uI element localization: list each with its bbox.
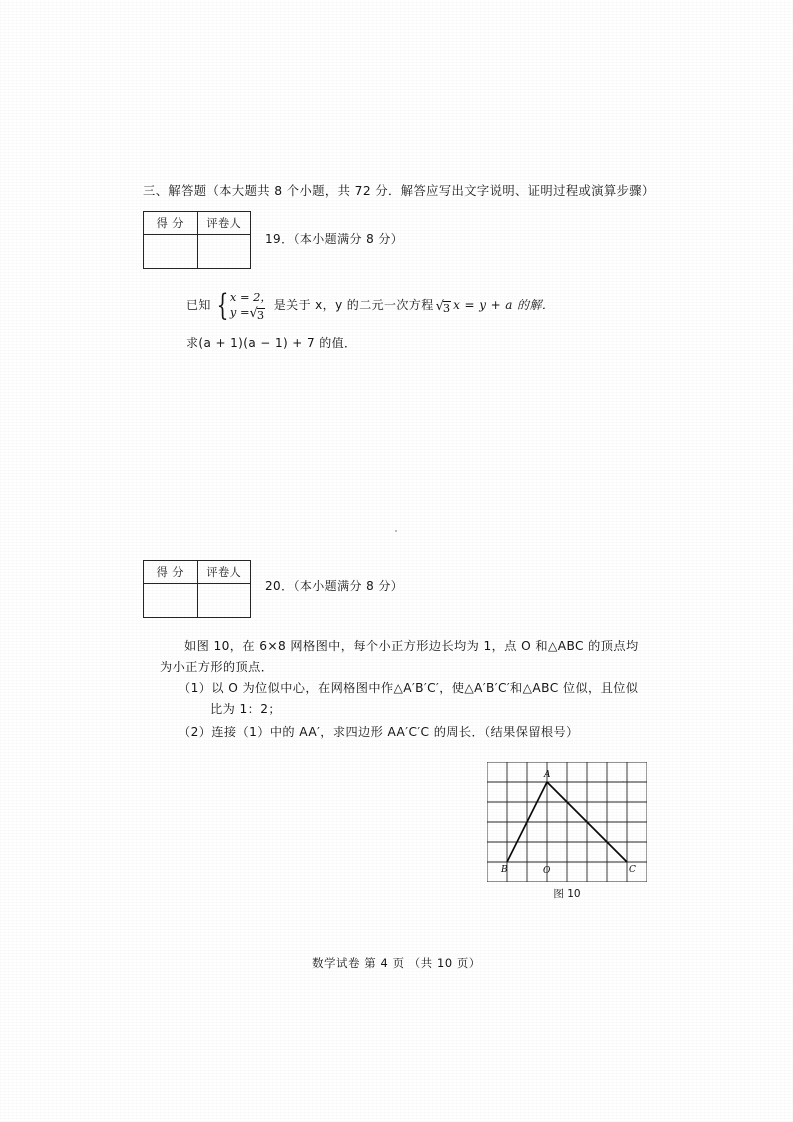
given-prefix: 已知 bbox=[186, 298, 211, 312]
score-value-grader[interactable] bbox=[197, 584, 251, 618]
item-1-continuation: 比为 1：2； bbox=[210, 702, 281, 716]
grid-diagram-svg bbox=[487, 762, 647, 882]
scan-speck bbox=[622, 781, 624, 782]
score-header-points: 得 分 bbox=[144, 561, 198, 584]
score-value-points[interactable] bbox=[144, 584, 198, 618]
item-1-main: （1）以 O 为位似中心，在网格图中作△A′B′C′，使△A′B′C′和△ABC 位似，且位似 bbox=[178, 681, 639, 695]
score-table-q20 bbox=[143, 560, 251, 618]
vertex-label-O: O bbox=[543, 866, 551, 876]
figure-caption: 图 10 bbox=[553, 888, 581, 900]
score-header-grader: 评卷人 bbox=[197, 561, 251, 584]
equation-rest: x = y + a 的解． bbox=[453, 298, 555, 312]
equation-system bbox=[213, 287, 272, 323]
figure-10-grid bbox=[487, 762, 647, 882]
table-row bbox=[144, 212, 251, 235]
table-row bbox=[144, 235, 251, 269]
grid-lines bbox=[487, 762, 647, 882]
left-brace-icon: { bbox=[216, 287, 229, 323]
table-row bbox=[144, 584, 251, 618]
vertex-label-B: B bbox=[501, 865, 508, 875]
score-value-points[interactable] bbox=[144, 235, 198, 269]
question-20-intro: 如图 10，在 6×8 网格图中，每个小正方形边长均为 1，点 O 和△ABC 的顶点均为小正方形的顶点． bbox=[160, 639, 639, 674]
radical-icon: √ bbox=[249, 306, 258, 321]
score-header-points: 得 分 bbox=[144, 212, 198, 235]
radical-icon: √ bbox=[435, 299, 444, 314]
system-row-2: y = √ 3 bbox=[229, 305, 265, 322]
given-middle: 是关于 x，y 的二元一次方程 bbox=[273, 298, 434, 312]
score-table-q19 bbox=[143, 211, 251, 269]
question-20-item-1 bbox=[178, 678, 648, 720]
scan-speck bbox=[395, 530, 397, 532]
vertex-label-A: A bbox=[544, 770, 551, 780]
question-20-label: 20．（本小题满分 8 分） bbox=[265, 579, 404, 593]
system-row-1: x = 2， bbox=[229, 290, 272, 304]
question-19-label: 19．（本小题满分 8 分） bbox=[265, 232, 404, 246]
table-row bbox=[144, 561, 251, 584]
question-20-item-2: （2）连接（1）中的 AA′，求四边形 AA′C′C 的周长．（结果保留根号） bbox=[178, 725, 579, 739]
page-footer: 数学试卷 第 4 页 （共 10 页） bbox=[312, 956, 481, 970]
score-header-grader: 评卷人 bbox=[197, 212, 251, 235]
score-value-grader[interactable] bbox=[197, 235, 251, 269]
vertex-label-C: C bbox=[629, 865, 636, 875]
question-19-given: 已知 { x = 2， y = √ 3 是关于 x，y 的二元一次方程 √ 3 x = y + a 的解． bbox=[186, 287, 555, 323]
question-19-ask: 求(a + 1)(a − 1) + 7 的值． bbox=[186, 336, 357, 350]
section-heading: 三、解答题（本大题共 8 个小题，共 72 分．解答应写出文字说明、证明过程或演算步骤） bbox=[143, 184, 655, 198]
